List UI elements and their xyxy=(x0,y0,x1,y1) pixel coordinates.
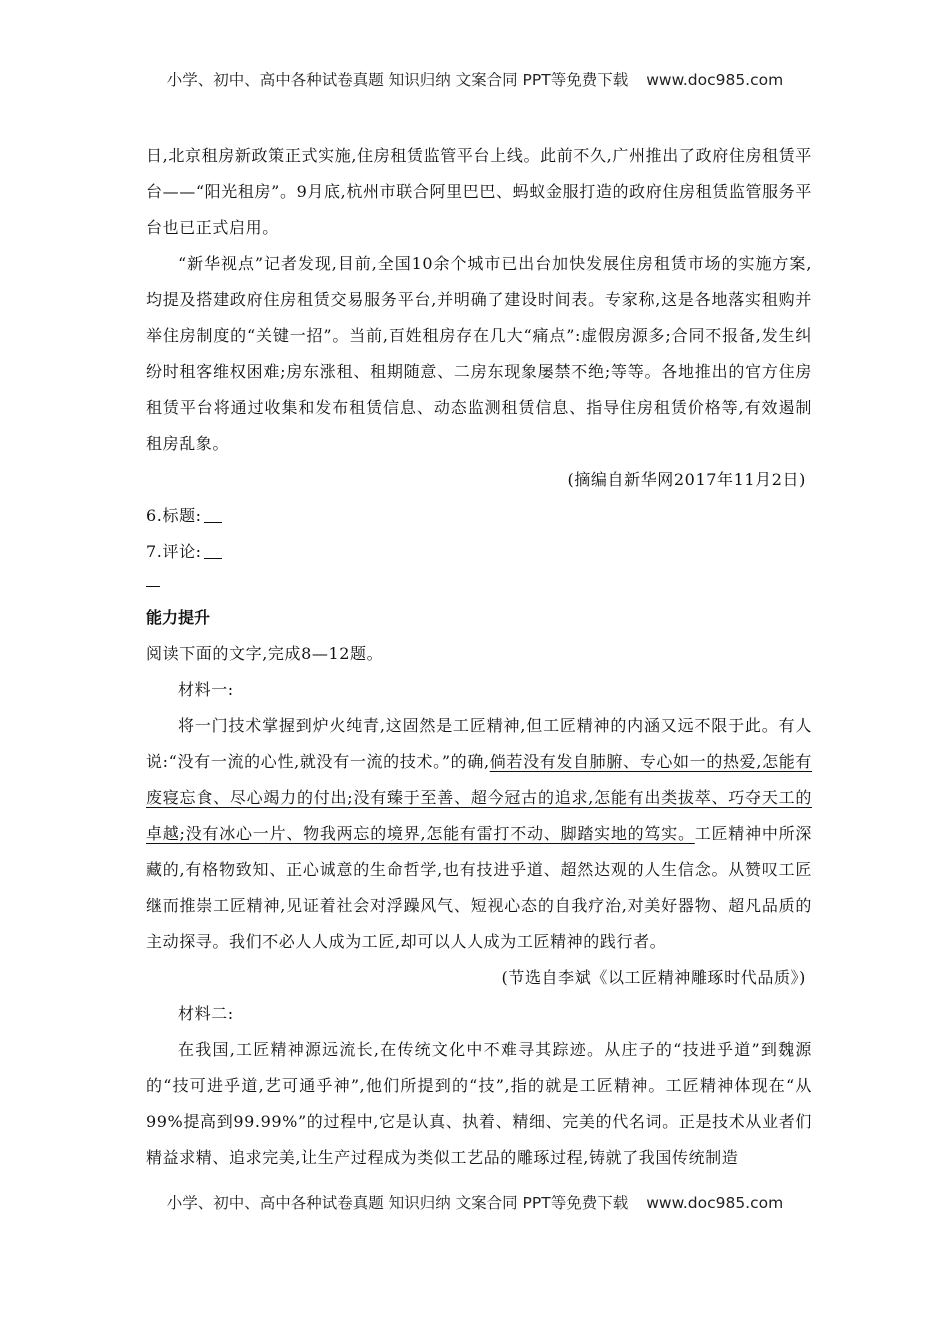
passage1-source: (摘编自新华网2017年11月2日) xyxy=(567,470,806,489)
material1-paragraph xyxy=(146,708,812,960)
answer-continuation-line xyxy=(146,570,812,600)
footer-url[interactable]: www.doc985.com xyxy=(646,1194,784,1212)
document-body xyxy=(146,138,812,1176)
passage1-paragraph2: “新华视点”记者发现,目前,全国10余个城市已出台加快发展住房租赁市场的实施方案,均提及搭建政府住房租赁交易服务平台,并明确了建设时间表。专家称,这是各地落实租购并举住房制度的“关键一招”。当前,百姓租房存在几大“痛点”:虚假房源多;合同不报备,发生纠纷时租客维权困难;房东涨租、租期随意、二房东现象屡禁不绝;等等。各地推出的官方住房租赁平台将通过收集和发布租赁信息、动态监测租赁信息、指导住房租赁价格等,有效遏制租房乱象。 xyxy=(146,254,812,453)
material1-text-before: 将一门技术掌握到炉火纯青,这固然是工匠精神,但工匠精神的内涵又远不限于此。有人说:“没有一流的心性,就没有一流的技术。”的确, xyxy=(146,716,812,771)
page-header xyxy=(0,68,950,90)
material1-source: (节选自李斌《以工匠精神雕琢时代品质》) xyxy=(501,968,806,987)
material2-paragraph: 在我国,工匠精神源远流长,在传统文化中不难寻其踪迹。从庄子的“技进乎道”到魏源的“技可进乎道,艺可通乎神”,他们所提到的“技”,指的就是工匠精神。工匠精神体现在“从99%提高到99.99%”的过程中,它是认真、执着、精细、完美的代名词。正是技术从业者们精益求精、追求完美,让生产过程成为类似工艺品的雕琢过程,铸就了我国传统制造 xyxy=(146,1040,812,1167)
material2-label: 材料二: xyxy=(178,1004,234,1023)
question-7-blank[interactable] xyxy=(204,542,222,559)
material1-text-after: 工匠精神中所深藏的,有格物致知、正心诚意的生命哲学,也有技进乎道、超然达观的人生信念。从赞叹工匠继而推崇工匠精神,见证着社会对浮躁风气、短视心态的自我疗治,对美好器物、超凡品质的主动探寻。我们不必人人成为工匠,却可以人人成为工匠精神的践行者。 xyxy=(146,824,812,951)
passage1-paragraph1: 日,北京租房新政策正式实施,住房租赁监管平台上线。此前不久,广州推出了政府住房租赁平台——“阳光租房”。9月底,杭州市联合阿里巴巴、蚂蚁金服打造的政府住房租赁监管服务平台也已正式启用。 xyxy=(146,146,812,237)
page-footer xyxy=(0,1191,950,1213)
header-url[interactable]: www.doc985.com xyxy=(646,71,784,89)
answer-line-stroke xyxy=(146,586,160,587)
section-instruction: 阅读下面的文字,完成8—12题。 xyxy=(146,644,384,663)
section-title: 能力提升 xyxy=(146,608,211,627)
material1-underlined-text: 倘若没有发自肺腑、专心如一的热爱,怎能有废寝忘食、尽心竭力的付出;没有臻于至善、超今冠古的追求,怎能有出类拔萃、巧夺天工的卓越;没有冰心一片、物我两忘的境界,怎能有雷打不动、脚踏实地的笃实。 xyxy=(146,752,813,843)
footer-text: 小学、初中、高中各种试卷真题 知识归纳 文案合同 PPT等免费下载 xyxy=(166,1194,629,1212)
question-6-blank[interactable] xyxy=(204,506,222,523)
material1-label: 材料一: xyxy=(178,680,234,699)
header-text: 小学、初中、高中各种试卷真题 知识归纳 文案合同 PPT等免费下载 xyxy=(166,71,629,89)
question-6-label: 6.标题: xyxy=(146,506,202,525)
question-7 xyxy=(146,534,812,570)
question-7-label: 7.评论: xyxy=(146,542,202,561)
question-6 xyxy=(146,498,812,534)
